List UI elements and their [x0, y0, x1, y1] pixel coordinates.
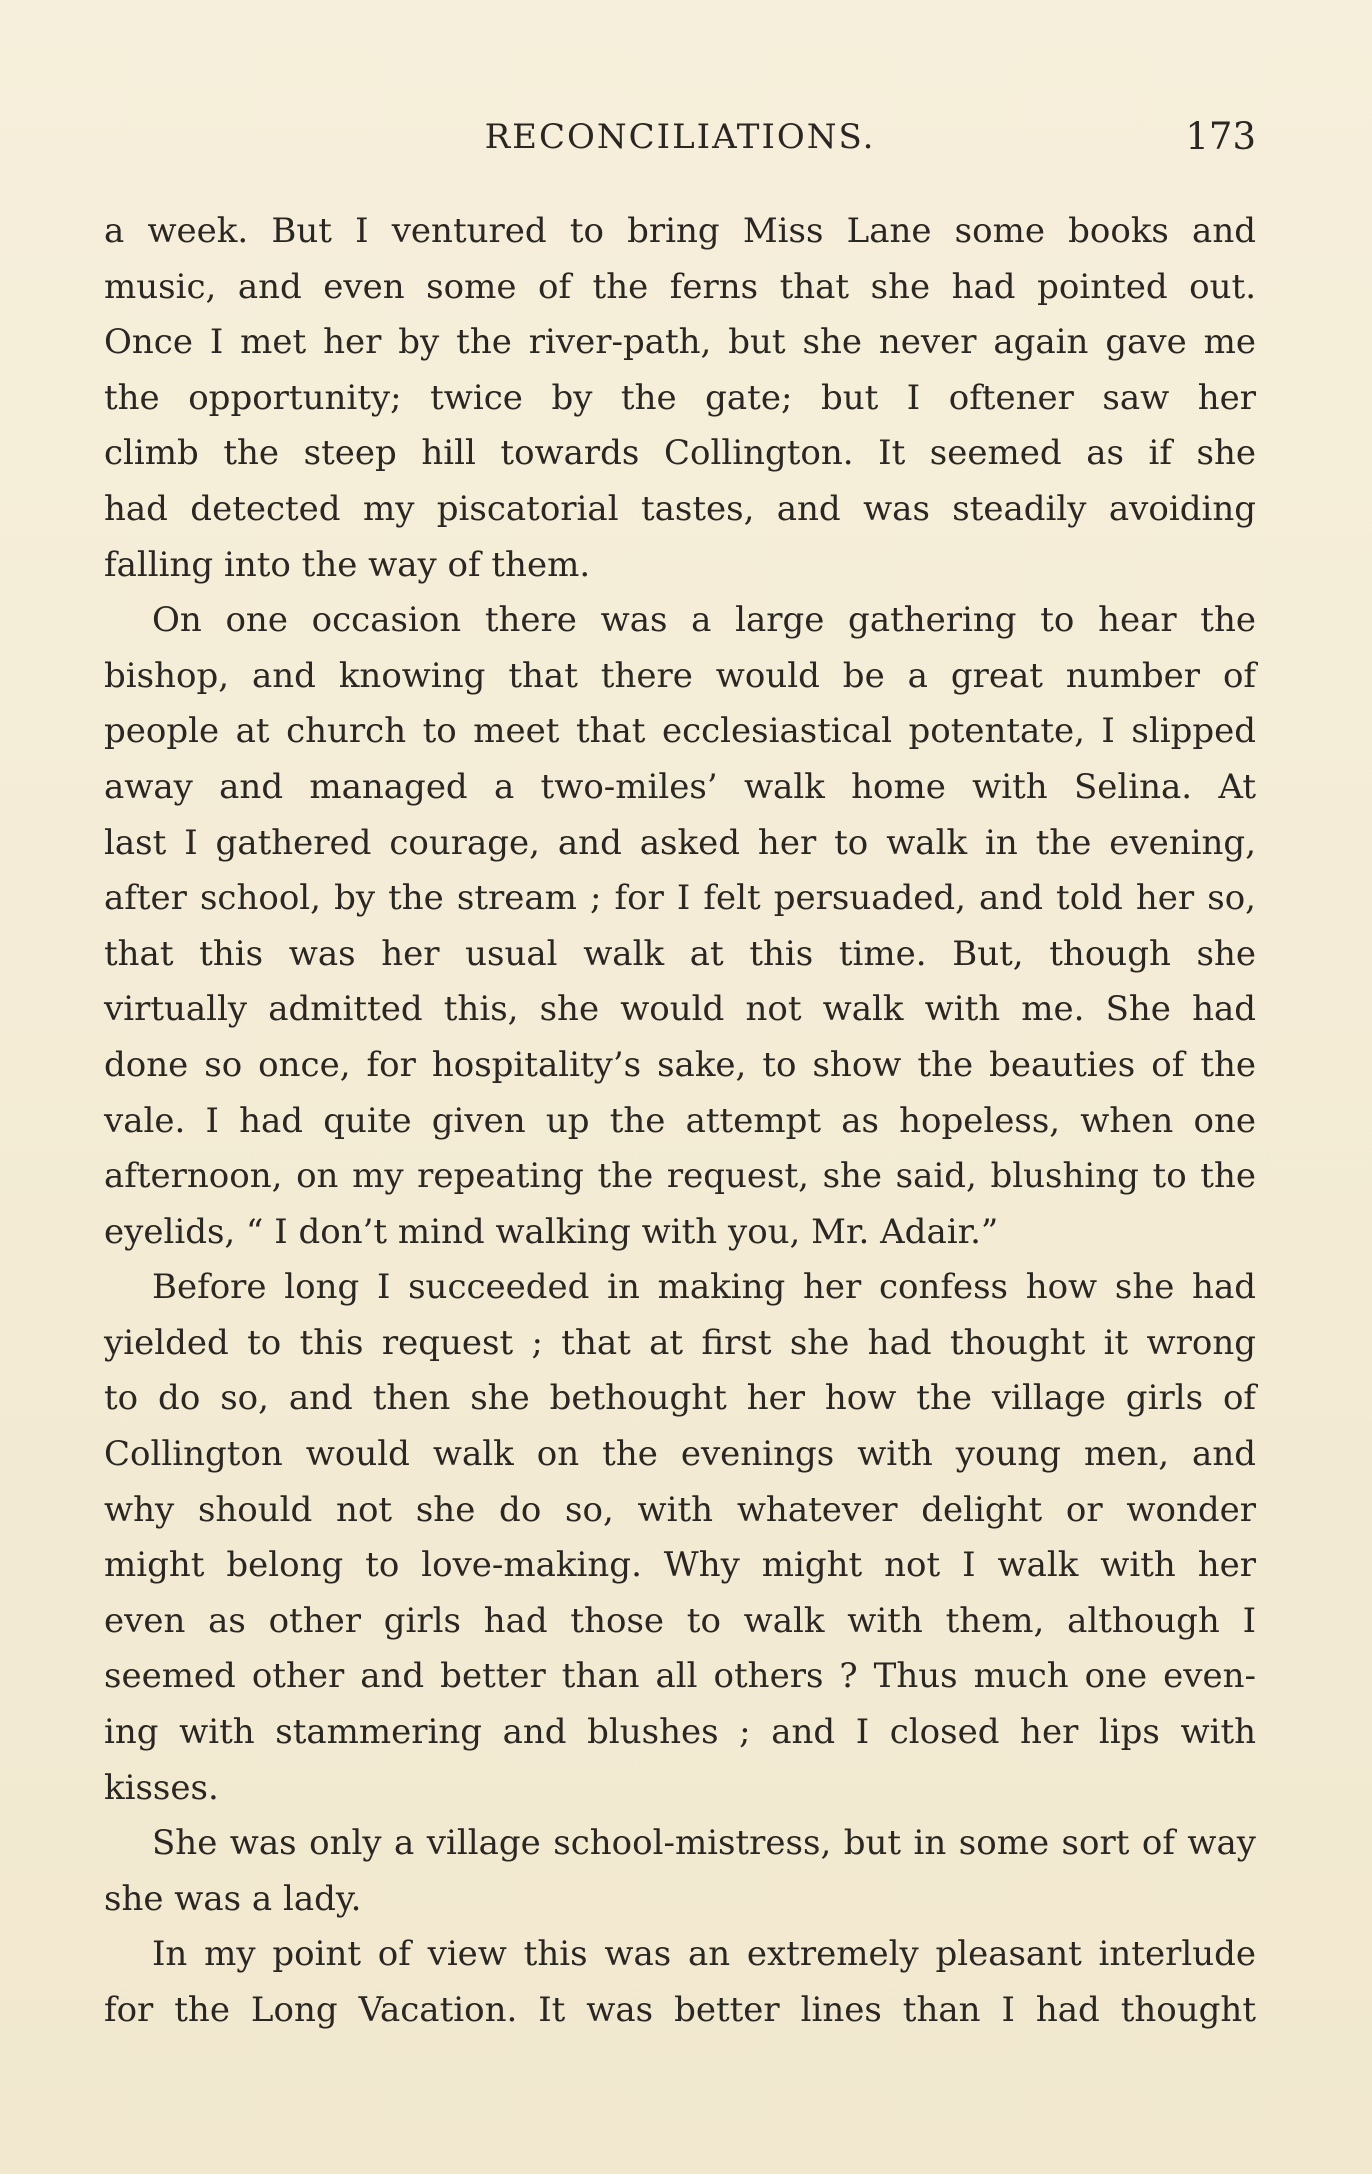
text-line: away and managed a two-miles’ walk home with Selina. At	[104, 766, 1256, 807]
text-line: virtually admitted this, she would not walk with me. She had	[104, 989, 1256, 1030]
text-line: climb the steep hill towards Collington. It seemed as if she	[104, 433, 1256, 474]
text-line: last I gathered courage, and asked her to walk in the evening,	[104, 822, 1256, 863]
text-line: after school, by the stream ; for I felt persuaded, and told her so,	[104, 878, 1256, 919]
text-line: even as other girls had those to walk with them, although I	[104, 1600, 1256, 1641]
text-line: might belong to love-making. Why might not I walk with her	[104, 1545, 1256, 1586]
text-line: had detected my piscatorial tastes, and was steadily avoiding	[104, 488, 1256, 529]
text-line: afternoon, on my repeating the request, she said, blushing to the	[104, 1156, 1256, 1197]
text-line: kisses.	[104, 1767, 219, 1808]
text-line: yielded to this request ; that at first she had thought it wrong	[104, 1322, 1256, 1363]
text-line: bishop, and knowing that there would be a great number of	[104, 655, 1256, 696]
text-line: people at church to meet that ecclesiastical potentate, I slipped	[104, 711, 1256, 752]
text-line: done so once, for hospitality’s sake, to show the beauties of the	[104, 1044, 1256, 1085]
text-line: music, and even some of the ferns that she had pointed out.	[104, 266, 1256, 307]
running-title: RECONCILIATIONS.	[484, 117, 876, 157]
text-line: Collington would walk on the evenings with young men, and	[104, 1434, 1256, 1475]
text-line: a week. But I ventured to bring Miss Lane some books and	[104, 211, 1256, 251]
text-line: why should not she do so, with whatever delight or wonder	[104, 1489, 1256, 1530]
text-line: ing with stammering and blushes ; and I closed her lips with	[104, 1712, 1256, 1753]
text-line: Once I met her by the river-path, but she never again gave me	[104, 322, 1256, 363]
text-line: the opportunity; twice by the gate; but I oftener saw her	[104, 377, 1256, 418]
text-line: seemed other and better than all others ? Thus much one even-	[104, 1656, 1256, 1697]
running-head	[104, 112, 1256, 162]
text-line: that this was her usual walk at this time. But, though she	[104, 933, 1256, 974]
text-line: In my point of view this was an extremely pleasant interlude	[152, 1934, 1256, 1975]
text-line: vale. I had quite given up the attempt as hopeless, when one	[104, 1100, 1256, 1141]
text-line: for the Long Vacation. It was better lines than I had thought	[104, 1990, 1256, 2030]
page-number: 173	[1185, 115, 1256, 158]
text-line: eyelids, “ I don’t mind walking with you, Mr. Adair.”	[104, 1211, 999, 1252]
text-line: falling into the way of them.	[104, 544, 591, 585]
text-line: she was a lady.	[104, 1878, 362, 1919]
text-line: to do so, and then she bethought her how the village girls of	[104, 1378, 1256, 1419]
text-line: Before long I succeeded in making her confess how she had	[152, 1267, 1256, 1308]
text-line: On one occasion there was a large gathering to hear the	[152, 600, 1256, 641]
text-line: She was only a village school-mistress, but in some sort of way	[152, 1823, 1256, 1864]
body-text	[104, 204, 1256, 2039]
